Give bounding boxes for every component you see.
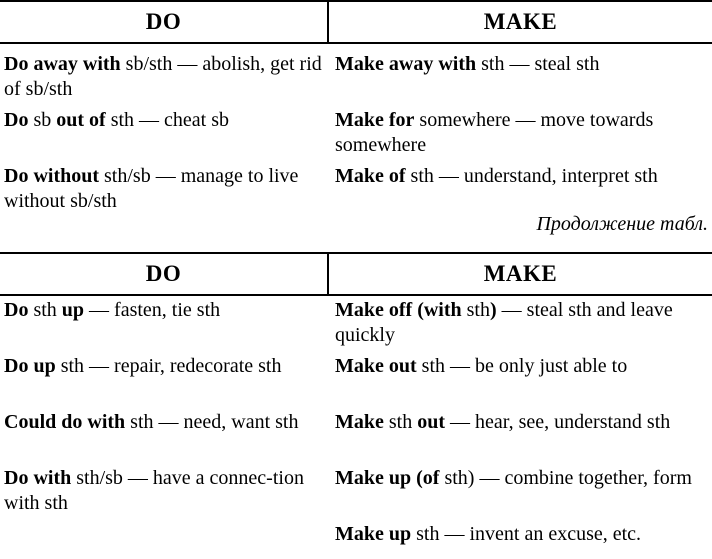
phrasal-verb-term: Do up (4, 355, 56, 377)
definition-text: sth — steal sth (476, 53, 600, 75)
definition-text: somewhere — move towards somewhere (335, 109, 654, 156)
do-cell (0, 52, 327, 104)
definition-text: sth — repair, redecorate sth (55, 355, 282, 377)
do-cell (0, 298, 327, 350)
table-row (0, 108, 712, 158)
make-cell (327, 52, 712, 104)
definition-text: — steal sth and leave quickly (335, 299, 673, 346)
definition-text: sth (28, 299, 62, 321)
phrasal-verb-term: Could do with (4, 411, 126, 433)
table-row (0, 522, 712, 552)
phrasal-verb-term: Make of (335, 165, 406, 187)
header-do: DO (0, 254, 329, 294)
definition-text: sb (28, 109, 57, 131)
phrasal-verb-term: out of (56, 109, 106, 131)
table-row (0, 164, 712, 216)
definition-text: sth — invent an excuse, etc. (411, 523, 642, 545)
header-make: MAKE (483, 9, 558, 34)
phrasal-verb-term: Do (4, 109, 29, 131)
do-cell (0, 522, 327, 552)
definition-text: sb/sth — abolish, get rid of sb/sth (4, 53, 322, 100)
table-row (0, 298, 712, 350)
phrasal-verb-term: Make out (335, 355, 417, 377)
phrasal-verb-term: ) (489, 299, 497, 321)
definition-text: sth) — combine together, form (439, 467, 692, 489)
make-cell (327, 410, 712, 462)
definition-text: sth/sb — have a connec-tion with sth (4, 467, 304, 514)
make-cell (327, 466, 712, 518)
table-row (0, 354, 712, 406)
make-cell (327, 108, 712, 158)
phrasal-verb-term: Make up (of (335, 467, 440, 489)
phrasal-verb-term: Make for (335, 109, 415, 131)
definition-text: sth/sb — manage to live without sb/sth (4, 165, 299, 212)
definition-text: sth (461, 299, 490, 321)
table-part-2 (0, 252, 712, 545)
continuation-note: Продолжение табл. (536, 213, 708, 235)
phrasal-verb-term: Do without (4, 165, 100, 187)
do-cell (0, 410, 327, 462)
table-header (0, 252, 712, 296)
make-cell (327, 298, 712, 350)
table-row (0, 52, 712, 104)
do-cell (0, 466, 327, 518)
phrasal-verb-term: Do (4, 299, 29, 321)
make-cell (327, 164, 712, 216)
do-cell (0, 108, 327, 158)
make-cell (327, 522, 712, 552)
phrasal-verb-term: up (61, 299, 85, 321)
table-row (0, 466, 712, 518)
phrasal-verb-term: Do away with (4, 53, 121, 75)
phrasal-verb-term: Make (335, 411, 384, 433)
definition-text: sth — understand, interpret sth (405, 165, 658, 187)
header-do: DO (0, 2, 329, 42)
phrasal-verb-term: Make off (with (335, 299, 462, 321)
phrasal-verb-term: Do with (4, 467, 72, 489)
do-cell (0, 354, 327, 406)
table-header (0, 0, 712, 44)
table-part-1 (0, 0, 712, 212)
make-cell (327, 354, 712, 406)
definition-text: sth — cheat sb (105, 109, 230, 131)
phrasal-verb-term: Make away with (335, 53, 477, 75)
definition-text: sth — be only just able to (416, 355, 628, 377)
do-cell (0, 164, 327, 216)
definition-text: — fasten, tie sth (84, 299, 221, 321)
table-row (0, 410, 712, 462)
definition-text: — hear, see, understand sth (445, 411, 671, 433)
definition-text: sth — need, want sth (125, 411, 299, 433)
phrasal-verb-term: out (417, 411, 446, 433)
header-make: MAKE (483, 261, 558, 286)
phrasal-verb-term: Make up (335, 523, 412, 545)
definition-text: sth (383, 411, 418, 433)
